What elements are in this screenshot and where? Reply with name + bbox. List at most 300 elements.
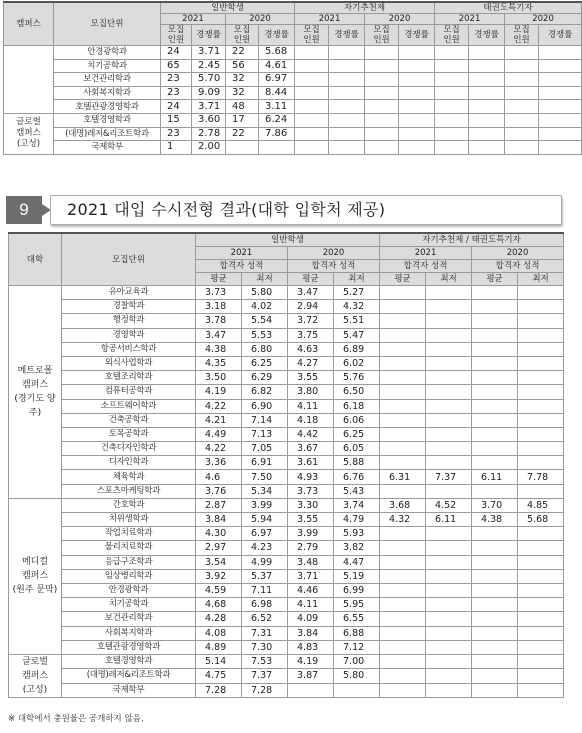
value-cell xyxy=(472,626,518,640)
value-cell xyxy=(288,683,334,697)
value-cell xyxy=(380,626,426,640)
value-cell: 7.05 xyxy=(242,442,288,456)
value-cell: 6.25 xyxy=(334,427,380,441)
dept-cell: 유아교육과 xyxy=(62,286,196,300)
value-cell xyxy=(295,59,329,73)
value-cell: 6.90 xyxy=(242,399,288,413)
value-cell: 3.76 xyxy=(196,484,242,498)
value-cell xyxy=(518,300,564,314)
value-cell xyxy=(399,59,435,73)
value-cell xyxy=(399,127,435,141)
value-cell xyxy=(472,669,518,683)
dept-cell: 작업치료학과 xyxy=(62,527,196,541)
value-cell: 9.09 xyxy=(192,86,226,100)
dept-cell: 치기공학과 xyxy=(62,598,196,612)
sub-header: 합격자 성적 xyxy=(380,260,472,273)
value-cell: 5.53 xyxy=(242,328,288,342)
value-cell xyxy=(365,73,399,87)
table-row xyxy=(9,612,564,626)
value-cell: 3.60 xyxy=(192,113,226,127)
value-cell: 4.28 xyxy=(196,612,242,626)
value-cell xyxy=(380,640,426,654)
value-cell xyxy=(472,328,518,342)
value-cell xyxy=(518,669,564,683)
univ-header: 대학 xyxy=(9,233,62,286)
table-row xyxy=(9,399,564,413)
value-cell: 4.89 xyxy=(196,640,242,654)
column-header: 평균 xyxy=(196,273,242,286)
value-cell xyxy=(426,342,472,356)
year-header: 2020 xyxy=(288,247,380,260)
value-cell: 3.87 xyxy=(288,669,334,683)
value-cell xyxy=(380,456,426,470)
value-cell xyxy=(472,442,518,456)
value-cell xyxy=(426,527,472,541)
value-cell: 4.38 xyxy=(196,342,242,356)
table-row xyxy=(9,569,564,583)
value-cell: 7.13 xyxy=(242,427,288,441)
dept-cell: (대명)레저&리조트학과 xyxy=(62,669,196,683)
value-cell: 6.88 xyxy=(334,626,380,640)
value-cell: 7.00 xyxy=(334,654,380,668)
value-cell xyxy=(435,141,469,155)
value-cell xyxy=(426,314,472,328)
value-cell: 6.06 xyxy=(334,413,380,427)
table-row xyxy=(4,86,582,100)
value-cell: 3.18 xyxy=(196,300,242,314)
value-cell: 3.71 xyxy=(192,100,226,114)
value-cell xyxy=(518,342,564,356)
dept-cell: 국제학부 xyxy=(54,141,161,155)
table-row xyxy=(9,513,564,527)
value-cell: 5.19 xyxy=(334,569,380,583)
table-row xyxy=(9,300,564,314)
value-cell xyxy=(518,356,564,370)
value-cell: 5.14 xyxy=(196,654,242,668)
value-cell: 3.67 xyxy=(288,442,334,456)
dept-cell: 임상병리학과 xyxy=(62,569,196,583)
value-cell xyxy=(518,456,564,470)
value-cell: 48 xyxy=(226,100,259,114)
value-cell: 3.54 xyxy=(196,555,242,569)
value-cell xyxy=(399,46,435,60)
value-cell xyxy=(435,73,469,87)
value-cell xyxy=(518,286,564,300)
value-cell: 4.09 xyxy=(288,612,334,626)
value-cell: 8.44 xyxy=(259,86,295,100)
value-cell xyxy=(426,371,472,385)
value-cell xyxy=(539,141,582,155)
dept-cell: 소프트웨어학과 xyxy=(62,399,196,413)
value-cell: 23 xyxy=(161,86,192,100)
value-cell xyxy=(469,100,505,114)
value-cell: 3.80 xyxy=(288,385,334,399)
value-cell: 6.18 xyxy=(334,399,380,413)
value-cell xyxy=(426,640,472,654)
value-cell: 3.50 xyxy=(196,371,242,385)
value-cell xyxy=(505,127,539,141)
value-cell xyxy=(380,399,426,413)
admission-results-table xyxy=(8,232,564,698)
value-cell: 7.50 xyxy=(242,470,288,484)
value-cell: 4.59 xyxy=(196,583,242,597)
value-cell: 7.28 xyxy=(242,683,288,697)
dept-cell: 사회복지학과 xyxy=(54,86,161,100)
column-header: 평균 xyxy=(472,273,518,286)
value-cell xyxy=(539,59,582,73)
unit-header: 모집단위 xyxy=(62,233,196,286)
value-cell xyxy=(365,141,399,155)
value-cell xyxy=(472,385,518,399)
value-cell: 4.11 xyxy=(288,399,334,413)
dept-cell: 토목공학과 xyxy=(62,427,196,441)
value-cell xyxy=(472,413,518,427)
dept-cell: 외식사업학과 xyxy=(62,356,196,370)
value-cell: 32 xyxy=(226,73,259,87)
value-cell: 6.05 xyxy=(334,442,380,456)
value-cell xyxy=(426,300,472,314)
value-cell xyxy=(505,86,539,100)
value-cell xyxy=(426,612,472,626)
value-cell: 6.29 xyxy=(242,371,288,385)
value-cell xyxy=(469,113,505,127)
value-cell xyxy=(472,484,518,498)
value-cell: 3.70 xyxy=(472,498,518,512)
value-cell xyxy=(380,314,426,328)
value-cell xyxy=(539,46,582,60)
table-row xyxy=(9,456,564,470)
dept-cell: 체육학과 xyxy=(62,470,196,484)
value-cell: 6.89 xyxy=(334,342,380,356)
dept-cell: 간호학과 xyxy=(62,498,196,512)
value-cell: 4.68 xyxy=(196,598,242,612)
table-row xyxy=(9,286,564,300)
value-cell: 6.24 xyxy=(259,113,295,127)
value-cell xyxy=(329,113,365,127)
value-cell: 5.51 xyxy=(334,314,380,328)
dept-cell: 컴퓨터공학과 xyxy=(62,385,196,399)
value-cell: 4.52 xyxy=(426,498,472,512)
value-cell: 4.42 xyxy=(288,427,334,441)
value-cell: 4.93 xyxy=(288,470,334,484)
value-cell xyxy=(518,527,564,541)
value-cell xyxy=(469,73,505,87)
value-cell: 4.46 xyxy=(288,583,334,597)
table-row xyxy=(9,314,564,328)
value-cell: 5.68 xyxy=(259,46,295,60)
dept-cell: 호텔관광경영학과 xyxy=(54,100,161,114)
year-header: 2020 xyxy=(365,14,435,25)
footnote: ※ 대학에서 충원율은 공개하지 않음. xyxy=(8,714,144,724)
value-cell: 5.80 xyxy=(242,286,288,300)
value-cell xyxy=(365,100,399,114)
column-header: 경쟁률 xyxy=(192,25,226,46)
dept-cell: 물리치료학과 xyxy=(62,541,196,555)
value-cell: 7.37 xyxy=(242,669,288,683)
campus-cell: 글로벌 캠퍼스 (고성) xyxy=(4,113,54,154)
dept-cell: 응급구조학과 xyxy=(62,555,196,569)
value-cell: 4.08 xyxy=(196,626,242,640)
value-cell xyxy=(329,59,365,73)
value-cell xyxy=(518,427,564,441)
value-cell xyxy=(472,583,518,597)
value-cell xyxy=(426,654,472,668)
value-cell: 5.43 xyxy=(334,484,380,498)
year-header: 2021 xyxy=(295,14,365,25)
value-cell xyxy=(380,527,426,541)
value-cell xyxy=(505,141,539,155)
value-cell xyxy=(380,286,426,300)
column-header: 모집 인원 xyxy=(435,25,469,46)
year-header: 2021 xyxy=(435,14,505,25)
group-header: 자기추천제 / 태권도특기자 xyxy=(380,233,564,247)
value-cell: 4.19 xyxy=(288,654,334,668)
section-title: 2021 대입 수시전형 결과(대학 입학처 제공) xyxy=(50,195,562,225)
value-cell: 3.84 xyxy=(288,626,334,640)
value-cell xyxy=(426,286,472,300)
value-cell: 4.47 xyxy=(334,555,380,569)
value-cell xyxy=(539,86,582,100)
value-cell xyxy=(518,314,564,328)
value-cell xyxy=(518,371,564,385)
value-cell xyxy=(365,127,399,141)
value-cell xyxy=(469,59,505,73)
value-cell xyxy=(539,127,582,141)
value-cell xyxy=(472,527,518,541)
campus-cell xyxy=(4,46,54,114)
value-cell xyxy=(472,598,518,612)
value-cell: 7.28 xyxy=(196,683,242,697)
value-cell: 5.80 xyxy=(334,669,380,683)
value-cell: 6.31 xyxy=(380,470,426,484)
value-cell: 6.97 xyxy=(259,73,295,87)
value-cell xyxy=(518,385,564,399)
table-row xyxy=(4,141,582,155)
value-cell: 6.02 xyxy=(334,356,380,370)
value-cell: 3.55 xyxy=(288,371,334,385)
value-cell xyxy=(329,127,365,141)
table-row xyxy=(9,427,564,441)
dept-cell: 호텔경영학과 xyxy=(54,113,161,127)
table-row xyxy=(9,527,564,541)
value-cell: 2.97 xyxy=(196,541,242,555)
column-header: 경쟁률 xyxy=(539,25,582,46)
value-cell: 2.79 xyxy=(288,541,334,555)
table-row xyxy=(9,356,564,370)
value-cell xyxy=(472,541,518,555)
value-cell xyxy=(518,654,564,668)
campus-cell: 메디컬 캠퍼스 (원주 문막) xyxy=(9,498,62,654)
value-cell xyxy=(426,669,472,683)
value-cell: 7.31 xyxy=(242,626,288,640)
value-cell xyxy=(380,555,426,569)
table-row xyxy=(4,127,582,141)
value-cell xyxy=(469,141,505,155)
value-cell xyxy=(469,127,505,141)
value-cell xyxy=(365,46,399,60)
value-cell: 4.27 xyxy=(288,356,334,370)
value-cell: 2.94 xyxy=(288,300,334,314)
dept-cell: 스포츠마케팅학과 xyxy=(62,484,196,498)
value-cell xyxy=(505,100,539,114)
value-cell xyxy=(518,598,564,612)
value-cell xyxy=(426,626,472,640)
value-cell xyxy=(295,113,329,127)
value-cell xyxy=(426,541,472,555)
value-cell: 7.78 xyxy=(518,470,564,484)
dept-cell: 보건관리학과 xyxy=(62,612,196,626)
value-cell xyxy=(472,399,518,413)
dept-cell: 디자인학과 xyxy=(62,456,196,470)
value-cell: 3.75 xyxy=(288,328,334,342)
value-cell xyxy=(505,73,539,87)
campus-cell: 글로벌 캠퍼스 (고성) xyxy=(9,654,62,697)
table-row xyxy=(9,484,564,498)
dept-cell: 보건관리학과 xyxy=(54,73,161,87)
value-cell: 22 xyxy=(226,46,259,60)
value-cell xyxy=(329,86,365,100)
group-header: 일반학생 xyxy=(196,233,380,247)
value-cell: 3.71 xyxy=(192,46,226,60)
value-cell xyxy=(380,583,426,597)
value-cell: 4.85 xyxy=(518,498,564,512)
value-cell: 4.18 xyxy=(288,413,334,427)
column-header: 모집 인원 xyxy=(505,25,539,46)
sub-header: 합격자 성적 xyxy=(288,260,380,273)
dept-cell: 호텔조리학과 xyxy=(62,371,196,385)
column-header: 평균 xyxy=(380,273,426,286)
value-cell xyxy=(518,683,564,697)
value-cell: 7.86 xyxy=(259,127,295,141)
value-cell: 3.36 xyxy=(196,456,242,470)
value-cell xyxy=(399,73,435,87)
value-cell xyxy=(380,300,426,314)
value-cell xyxy=(518,442,564,456)
value-cell xyxy=(380,569,426,583)
year-header: 2021 xyxy=(380,247,472,260)
table-row xyxy=(9,442,564,456)
value-cell: 4.19 xyxy=(196,385,242,399)
value-cell: 5.27 xyxy=(334,286,380,300)
dept-cell: 사회복지학과 xyxy=(62,626,196,640)
value-cell xyxy=(472,683,518,697)
value-cell: 3.71 xyxy=(288,569,334,583)
value-cell: 6.97 xyxy=(242,527,288,541)
value-cell: 5.70 xyxy=(192,73,226,87)
value-cell xyxy=(435,127,469,141)
value-cell xyxy=(380,427,426,441)
value-cell xyxy=(426,427,472,441)
value-cell xyxy=(435,59,469,73)
value-cell: 5.47 xyxy=(334,328,380,342)
value-cell: 5.94 xyxy=(242,513,288,527)
value-cell: 6.76 xyxy=(334,470,380,484)
table-row xyxy=(9,498,564,512)
value-cell: 65 xyxy=(161,59,192,73)
group-header: 자기추천제 xyxy=(295,2,435,14)
value-cell xyxy=(399,113,435,127)
value-cell: 4.35 xyxy=(196,356,242,370)
value-cell: 4.02 xyxy=(242,300,288,314)
value-cell xyxy=(380,484,426,498)
dept-cell: (대명)레저&리조트학과 xyxy=(54,127,161,141)
value-cell xyxy=(399,86,435,100)
value-cell xyxy=(472,300,518,314)
value-cell: 5.93 xyxy=(334,527,380,541)
value-cell: 4.83 xyxy=(288,640,334,654)
value-cell: 6.55 xyxy=(334,612,380,626)
value-cell: 4.61 xyxy=(259,59,295,73)
value-cell: 4.23 xyxy=(242,541,288,555)
value-cell xyxy=(426,385,472,399)
column-header: 경쟁률 xyxy=(259,25,295,46)
value-cell xyxy=(518,541,564,555)
value-cell: 23 xyxy=(161,73,192,87)
value-cell: 3.61 xyxy=(288,456,334,470)
value-cell: 6.98 xyxy=(242,598,288,612)
value-cell xyxy=(295,73,329,87)
column-header: 경쟁률 xyxy=(399,25,435,46)
value-cell xyxy=(426,399,472,413)
value-cell: 5.88 xyxy=(334,456,380,470)
value-cell xyxy=(334,683,380,697)
value-cell: 24 xyxy=(161,100,192,114)
value-cell: 5.68 xyxy=(518,513,564,527)
table-row xyxy=(9,342,564,356)
dept-cell: 안경광학과 xyxy=(62,583,196,597)
section-number-badge: 9 xyxy=(6,196,42,224)
value-cell: 2.00 xyxy=(192,141,226,155)
value-cell: 3.11 xyxy=(259,100,295,114)
value-cell xyxy=(505,59,539,73)
value-cell xyxy=(426,328,472,342)
value-cell: 6.11 xyxy=(426,513,472,527)
value-cell: 3.72 xyxy=(288,314,334,328)
value-cell xyxy=(518,555,564,569)
value-cell xyxy=(426,569,472,583)
table-row xyxy=(4,113,582,127)
column-header: 모집 인원 xyxy=(161,25,192,46)
value-cell xyxy=(518,583,564,597)
dept-cell: 호텔관광경영학과 xyxy=(62,640,196,654)
value-cell xyxy=(426,413,472,427)
value-cell: 4.49 xyxy=(196,427,242,441)
value-cell xyxy=(295,86,329,100)
value-cell xyxy=(472,555,518,569)
value-cell xyxy=(518,399,564,413)
value-cell xyxy=(399,141,435,155)
value-cell: 3.99 xyxy=(242,498,288,512)
value-cell: 3.48 xyxy=(288,555,334,569)
value-cell: 7.12 xyxy=(334,640,380,654)
year-header: 2021 xyxy=(161,14,226,25)
value-cell: 3.73 xyxy=(196,286,242,300)
top-results-table xyxy=(3,1,582,155)
value-cell xyxy=(380,356,426,370)
value-cell: 7.11 xyxy=(242,583,288,597)
value-cell: 22 xyxy=(226,127,259,141)
dept-cell: 치위생학과 xyxy=(62,513,196,527)
value-cell xyxy=(435,46,469,60)
value-cell: 3.84 xyxy=(196,513,242,527)
value-cell xyxy=(426,598,472,612)
value-cell: 5.95 xyxy=(334,598,380,612)
year-header: 2020 xyxy=(226,14,295,25)
table-row xyxy=(9,371,564,385)
value-cell xyxy=(518,612,564,626)
value-cell: 3.47 xyxy=(288,286,334,300)
value-cell: 6.52 xyxy=(242,612,288,626)
